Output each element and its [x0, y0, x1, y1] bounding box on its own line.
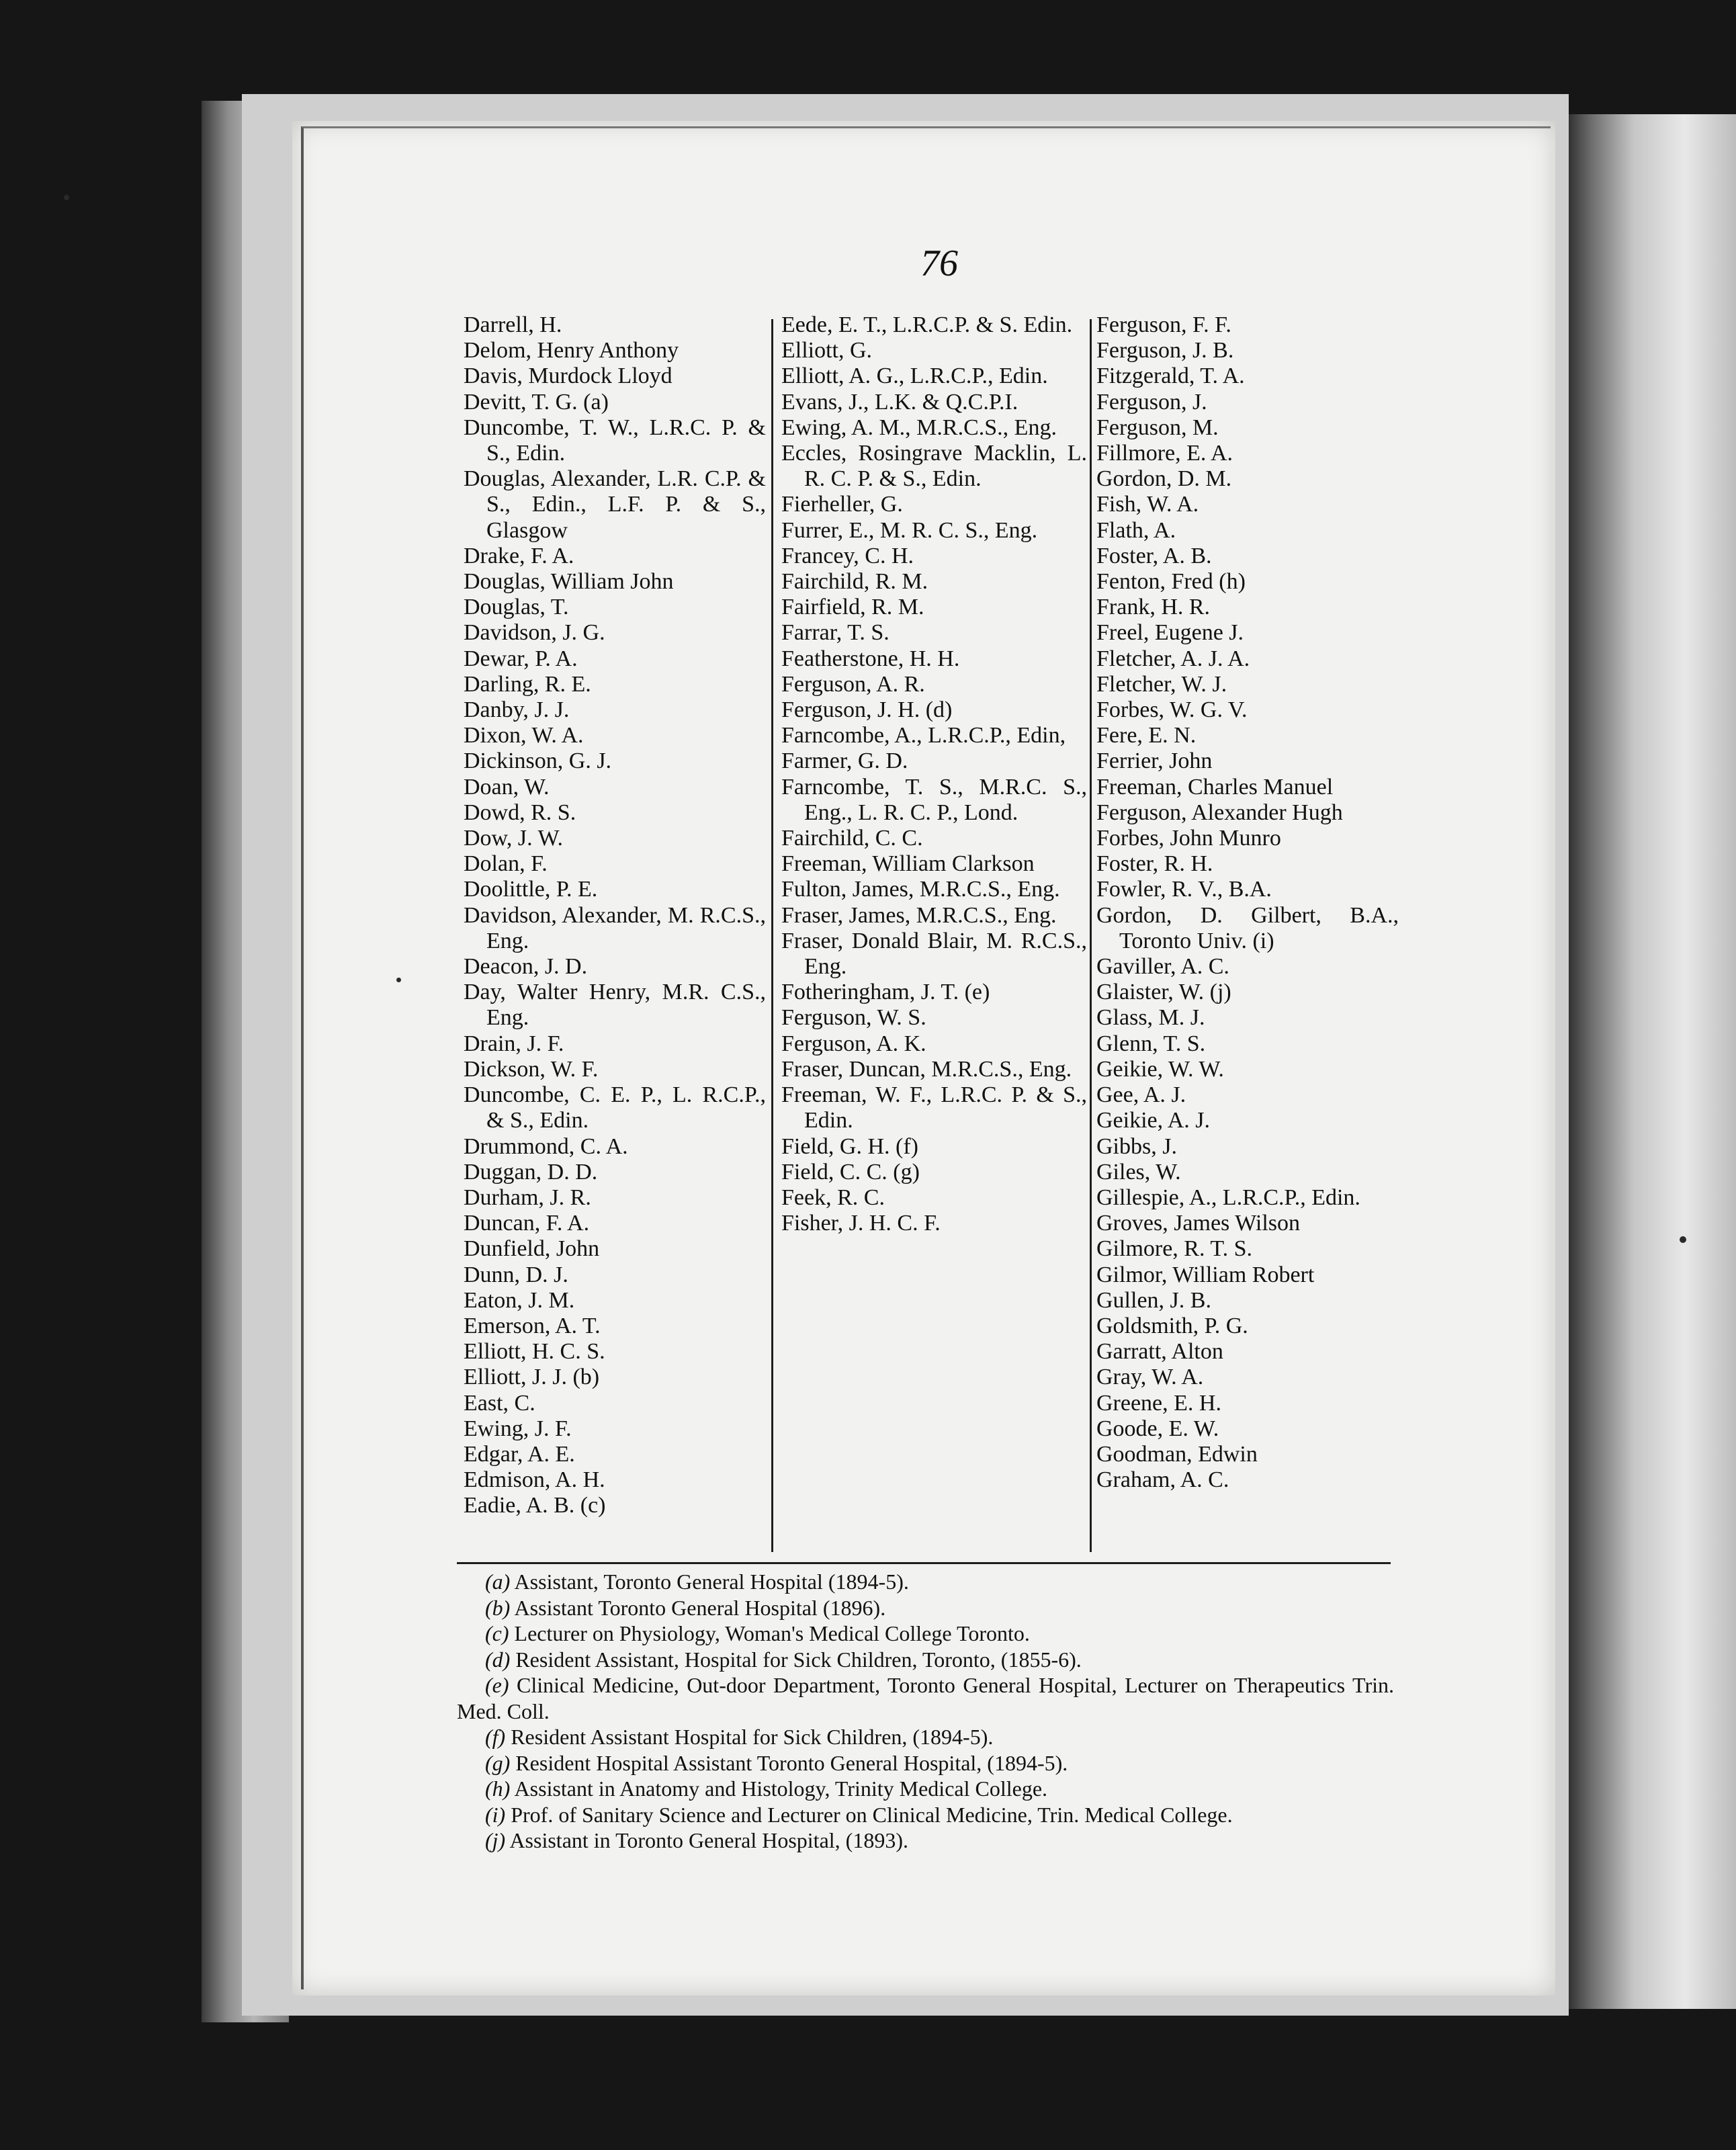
list-item: Danby, J. J.: [464, 697, 570, 723]
list-item: Ferguson, A. K.: [781, 1031, 926, 1056]
footnote-rule: [457, 1562, 1391, 1564]
list-item: Eaton, J. M.: [464, 1287, 575, 1313]
list-item: Francey, C. H.: [781, 543, 914, 568]
list-item: Freeman, William Clarkson: [781, 851, 1035, 877]
list-item: Deacon, J. D.: [464, 954, 588, 980]
list-item: Gillespie, A., L.R.C.P., Edin.: [1096, 1185, 1360, 1210]
footnote: [457, 1776, 1394, 1802]
list-item: Garratt, Alton: [1096, 1339, 1223, 1365]
list-item: Greene, E. H.: [1096, 1390, 1221, 1416]
list-item: Darrell, H.: [464, 312, 562, 337]
list-item: Davis, Murdock Lloyd: [464, 363, 672, 389]
list-item: Day, Walter Henry, M.R. C.S., Eng.: [464, 980, 766, 1031]
list-item: Fairchild, C. C.: [781, 826, 923, 851]
list-item: Evans, J., L.K. & Q.C.P.I.: [781, 389, 1018, 415]
list-item: Furrer, E., M. R. C. S., Eng.: [781, 517, 1038, 543]
film-speck: [1680, 1236, 1686, 1243]
list-item: Groves, James Wilson: [1096, 1211, 1301, 1236]
page-number: 76: [920, 243, 958, 284]
list-item: Goodman, Edwin: [1096, 1441, 1258, 1467]
list-item: Gray, W. A.: [1096, 1365, 1204, 1390]
list-item: Eccles, Rosingrave Macklin, L. R. C. P. & S., Edin.: [781, 441, 1087, 492]
list-item: Douglas, William John: [464, 569, 674, 595]
list-item: Flath, A.: [1096, 517, 1176, 543]
footnote-marker: (j): [485, 1828, 506, 1852]
list-item: Gilmore, R. T. S.: [1096, 1236, 1253, 1262]
footnote: [457, 1724, 1394, 1750]
list-item: Fraser, Duncan, M.R.C.S., Eng.: [781, 1056, 1072, 1082]
list-item: Ewing, J. F.: [464, 1416, 572, 1441]
list-item: Fowler, R. V., B.A.: [1096, 877, 1272, 902]
footnote-text: Lecturer on Physiology, Woman's Medical College Toronto.: [514, 1621, 1030, 1645]
list-item: Fairfield, R. M.: [781, 595, 924, 620]
list-item: Davidson, Alexander, M. R.C.S., Eng.: [464, 902, 766, 953]
name-column-2: [781, 312, 1087, 1236]
footnote-marker: (b): [485, 1595, 511, 1620]
list-item: Fraser, Donald Blair, M. R.C.S., Eng.: [781, 928, 1087, 980]
list-item: Ferguson, J.: [1096, 389, 1207, 415]
list-item: Gordon, D. Gilbert, B.A., Toronto Univ. (i): [1096, 902, 1399, 953]
list-item: Darling, R. E.: [464, 671, 591, 697]
list-item: Gullen, J. B.: [1096, 1287, 1211, 1313]
list-item: Dickinson, G. J.: [464, 748, 612, 774]
list-item: Doan, W.: [464, 774, 550, 800]
list-item: Elliott, A. G., L.R.C.P., Edin.: [781, 363, 1048, 389]
list-item: Douglas, Alexander, L.R. C.P. & S., Edin., L.F. P. & S., Glasgow: [464, 466, 766, 543]
list-item: Delom, Henry Anthony: [464, 338, 679, 363]
list-item: Fierheller, G.: [781, 492, 903, 517]
list-item: Gaviller, A. C.: [1096, 954, 1229, 980]
list-item: Geikie, A. J.: [1096, 1108, 1211, 1133]
list-item: Eadie, A. B. (c): [464, 1493, 606, 1518]
list-item: Freel, Eugene J.: [1096, 620, 1244, 646]
list-item: Glass, M. J.: [1096, 1005, 1205, 1031]
list-item: Dickson, W. F.: [464, 1056, 599, 1082]
list-item: Forbes, W. G. V.: [1096, 697, 1248, 723]
list-item: Fere, E. N.: [1096, 723, 1197, 748]
list-item: Gilmor, William Robert: [1096, 1262, 1315, 1287]
list-item: Edgar, A. E.: [464, 1441, 575, 1467]
film-speck: [64, 195, 69, 200]
footnote-marker: (a): [485, 1570, 511, 1594]
list-item: Ferrier, John: [1096, 748, 1213, 774]
list-item: Dunfield, John: [464, 1236, 600, 1262]
footnote-text: Resident Assistant, Hospital for Sick Children, Toronto, (1855-6).: [515, 1647, 1082, 1672]
list-item: Fraser, James, M.R.C.S., Eng.: [781, 902, 1057, 928]
film-margin-right: [1565, 114, 1736, 2009]
list-item: Eede, E. T., L.R.C.P. & S. Edin.: [781, 312, 1073, 337]
list-item: Emerson, A. T.: [464, 1313, 601, 1338]
footnote-text: Assistant in Anatomy and Histology, Trinity Medical College.: [514, 1776, 1048, 1801]
footnote-text: Prof. of Sanitary Science and Lecturer on Clinical Medicine, Trin. Medical College.: [511, 1802, 1233, 1827]
list-item: Elliott, J. J. (b): [464, 1365, 600, 1390]
list-item: Duncombe, C. E. P., L. R.C.P., & S., Edin.: [464, 1082, 766, 1133]
list-item: Drummond, C. A.: [464, 1133, 628, 1159]
list-item: Fulton, James, M.R.C.S., Eng.: [781, 877, 1060, 902]
footnote-text: Assistant, Toronto General Hospital (1894-5).: [514, 1570, 909, 1594]
list-item: East, C.: [464, 1390, 535, 1416]
list-item: Dow, J. W.: [464, 826, 563, 851]
column-divider-2: [1090, 319, 1092, 1552]
list-item: Elliott, H. C. S.: [464, 1339, 605, 1365]
footnote-text: Resident Assistant Hospital for Sick Children, (1894-5).: [511, 1725, 994, 1749]
list-item: Geikie, W. W.: [1096, 1056, 1224, 1082]
list-item: Goldsmith, P. G.: [1096, 1313, 1248, 1338]
footnote-marker: (i): [485, 1802, 506, 1827]
footnote-marker: (f): [485, 1725, 506, 1749]
list-item: Ewing, A. M., M.R.C.S., Eng.: [781, 415, 1057, 440]
list-item: Ferguson, Alexander Hugh: [1096, 800, 1343, 825]
list-item: Gee, A. J.: [1096, 1082, 1186, 1108]
footnote-marker: (h): [485, 1776, 511, 1801]
list-item: Farmer, G. D.: [781, 748, 908, 774]
list-item: Fletcher, W. J.: [1096, 671, 1227, 697]
list-item: Fletcher, A. J. A.: [1096, 646, 1250, 671]
list-item: Glaister, W. (j): [1096, 980, 1231, 1005]
list-item: Goode, E. W.: [1096, 1416, 1219, 1441]
list-item: Field, G. H. (f): [781, 1133, 918, 1159]
list-item: Farrar, T. S.: [781, 620, 889, 646]
list-item: Freeman, Charles Manuel: [1096, 774, 1334, 800]
list-item: Gordon, D. M.: [1096, 466, 1232, 492]
list-item: Duggan, D. D.: [464, 1159, 598, 1185]
footnote-text: Clinical Medicine, Out-door Department, Toronto General Hospital, Lecturer on Therapeutics Trin. Med. Coll.: [457, 1673, 1395, 1723]
footnote: [457, 1621, 1394, 1647]
name-column-3: [1096, 312, 1399, 1493]
footnote: [457, 1802, 1394, 1828]
footnote-marker: (e): [485, 1673, 509, 1697]
list-item: Dolan, F.: [464, 851, 548, 877]
list-item: Farncombe, T. S., M.R.C. S., Eng., L. R. C. P., Lond.: [781, 774, 1087, 825]
list-item: Ferguson, A. R.: [781, 671, 925, 697]
list-item: Fish, W. A.: [1096, 492, 1199, 517]
footnote-text: Assistant in Toronto General Hospital, (1893).: [509, 1828, 908, 1852]
list-item: Drain, J. F.: [464, 1031, 564, 1056]
footnote: [457, 1569, 1394, 1595]
list-item: Frank, H. R.: [1096, 595, 1211, 620]
list-item: Ferguson, M.: [1096, 415, 1219, 440]
list-item: Giles, W.: [1096, 1159, 1181, 1185]
list-item: Fenton, Fred (h): [1096, 569, 1246, 595]
footnote-marker: (g): [485, 1750, 511, 1775]
column-divider-1: [771, 319, 773, 1552]
list-item: Duncan, F. A.: [464, 1211, 590, 1236]
list-item: Dixon, W. A.: [464, 723, 584, 748]
list-item: Dunn, D. J.: [464, 1262, 568, 1287]
footnote-marker: (c): [485, 1621, 509, 1645]
footnote-text: Assistant Toronto General Hospital (1896).: [514, 1595, 886, 1620]
footnote: [457, 1672, 1394, 1724]
list-item: Fillmore, E. A.: [1096, 441, 1233, 466]
list-item: Graham, A. C.: [1096, 1467, 1229, 1493]
footnote: [457, 1595, 1394, 1621]
list-item: Glenn, T. S.: [1096, 1031, 1206, 1056]
list-item: Durham, J. R.: [464, 1185, 591, 1210]
list-item: Gibbs, J.: [1096, 1133, 1177, 1159]
list-item: Douglas, T.: [464, 595, 569, 620]
list-item: Dowd, R. S.: [464, 800, 576, 825]
list-item: Fairchild, R. M.: [781, 569, 928, 595]
list-item: Devitt, T. G. (a): [464, 389, 609, 415]
list-item: Dewar, P. A.: [464, 646, 578, 671]
list-item: Doolittle, P. E.: [464, 877, 598, 902]
list-item: Ferguson, J. H. (d): [781, 697, 953, 723]
list-item: Foster, R. H.: [1096, 851, 1213, 877]
film-speck: [396, 978, 401, 982]
list-item: Drake, F. A.: [464, 543, 574, 568]
list-item: Ferguson, J. B.: [1096, 338, 1234, 363]
footnotes: [457, 1569, 1394, 1854]
list-item: Elliott, G.: [781, 338, 873, 363]
footnote: [457, 1750, 1394, 1776]
footnote: [457, 1828, 1394, 1854]
list-item: Fotheringham, J. T. (e): [781, 980, 990, 1005]
list-item: Feek, R. C.: [781, 1185, 885, 1210]
list-item: Edmison, A. H.: [464, 1467, 605, 1493]
list-item: Freeman, W. F., L.R.C. P. & S., Edin.: [781, 1082, 1087, 1133]
list-item: Farncombe, A., L.R.C.P., Edin,: [781, 723, 1066, 748]
list-item: Field, C. C. (g): [781, 1159, 920, 1185]
name-column-1: [464, 312, 766, 1519]
list-item: Foster, A. B.: [1096, 543, 1212, 568]
list-item: Fisher, J. H. C. F.: [781, 1211, 941, 1236]
list-item: Davidson, J. G.: [464, 620, 605, 646]
list-item: Ferguson, W. S.: [781, 1005, 926, 1031]
list-item: Featherstone, H. H.: [781, 646, 960, 671]
list-item: Ferguson, F. F.: [1096, 312, 1231, 337]
footnote: [457, 1647, 1394, 1673]
list-item: Duncombe, T. W., L.R.C. P. & S., Edin.: [464, 415, 766, 466]
footnote-marker: (d): [485, 1647, 511, 1672]
list-item: Forbes, John Munro: [1096, 826, 1281, 851]
footnote-text: Resident Hospital Assistant Toronto General Hospital, (1894-5).: [515, 1750, 1068, 1775]
list-item: Fitzgerald, T. A.: [1096, 363, 1245, 389]
